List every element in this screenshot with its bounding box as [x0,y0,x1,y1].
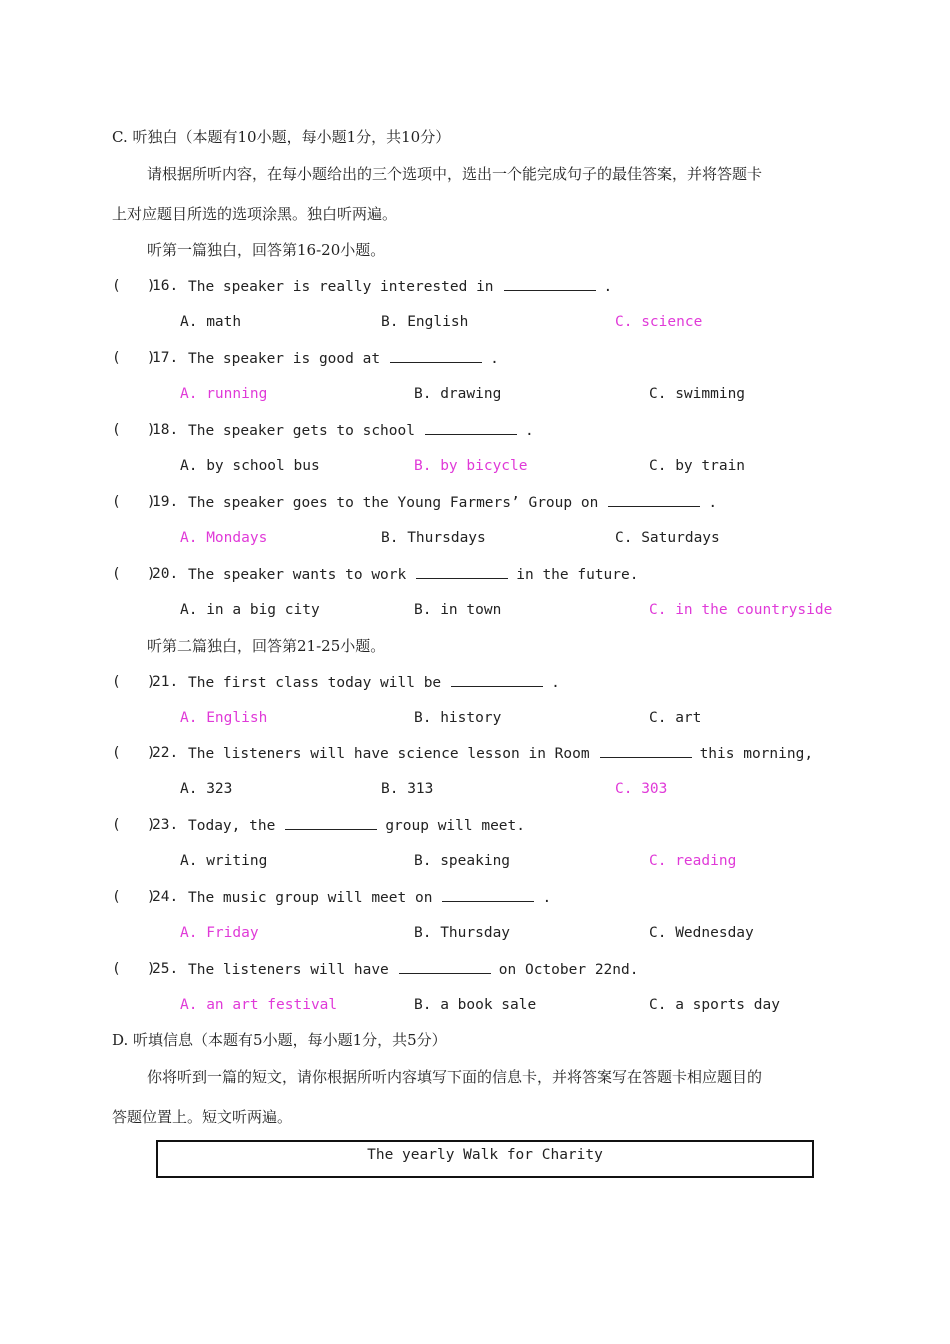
question-text: The speaker wants to work in the future. [188,564,638,585]
question-number: 23. [152,817,179,833]
question-number: 25. [152,961,179,977]
part2-intro: 听第二篇独白，回答第21-25小题。 [147,637,386,655]
question-text: The speaker gets to school . [188,420,534,441]
option-a-correct[interactable]: A. running [180,386,268,402]
question-number: 16. [152,278,179,294]
option-b[interactable]: B. history [414,710,502,726]
answer-paren[interactable]: ( ) [112,422,156,438]
answer-blank [608,492,700,507]
question-17 [112,348,872,368]
question-16 [112,276,872,296]
option-b[interactable]: B. 313 [381,781,434,797]
question-number: 24. [152,889,179,905]
section-c-instruction-line2: 上对应题目所选的选项涂黑。独白听两遍。 [112,205,398,223]
question-number: 22. [152,745,179,761]
option-c-correct[interactable]: C. science [615,314,703,330]
option-b[interactable]: B. Thursday [414,925,511,941]
info-card [156,1140,814,1178]
option-c[interactable]: C. by train [649,458,746,474]
option-a-correct[interactable]: A. English [180,710,268,726]
option-a-correct[interactable]: A. Friday [180,925,259,941]
question-20 [112,564,872,584]
option-c[interactable]: C. art [649,710,702,726]
section-d-instruction-line2: 答题位置上。短文听两遍。 [112,1108,293,1126]
option-a[interactable]: A. in a big city [180,602,320,618]
answer-paren[interactable]: ( ) [112,745,156,761]
option-a[interactable]: A. 323 [180,781,233,797]
option-b[interactable]: B. speaking [414,853,511,869]
option-b[interactable]: B. in town [414,602,502,618]
section-c-instruction-line1: 请根据所听内容，在每小题给出的三个选项中，选出一个能完成句子的最佳答案，并将答题卡 [147,165,763,183]
option-b-correct[interactable]: B. by bicycle [414,458,528,474]
question-18 [112,420,872,440]
question-number: 17. [152,350,179,366]
answer-blank [504,276,596,291]
question-23 [112,815,872,835]
question-text: The listeners will have science lesson in Room this morning, [188,743,813,764]
question-22 [112,743,872,763]
answer-blank [442,887,534,902]
answer-blank [416,564,508,579]
question-number: 18. [152,422,179,438]
option-c[interactable]: C. Wednesday [649,925,754,941]
answer-paren[interactable]: ( ) [112,278,156,294]
option-c[interactable]: C. a sports day [649,997,780,1013]
option-b[interactable]: B. Thursdays [381,530,486,546]
option-a[interactable]: A. writing [180,853,268,869]
question-text: The music group will meet on . [188,887,551,908]
answer-paren[interactable]: ( ) [112,350,156,366]
option-b[interactable]: B. English [381,314,469,330]
question-text: The speaker is good at . [188,348,499,369]
option-b[interactable]: B. a book sale [414,997,537,1013]
option-b[interactable]: B. drawing [414,386,502,402]
question-number: 20. [152,566,179,582]
section-d-heading: D. 听填信息（本题有5小题，每小题1分，共5分） [112,1031,447,1049]
option-c[interactable]: C. swimming [649,386,746,402]
option-c-correct[interactable]: C. 303 [615,781,668,797]
answer-paren[interactable]: ( ) [112,674,156,690]
info-card-title: The yearly Walk for Charity [367,1147,603,1163]
question-text: The first class today will be . [188,672,560,693]
question-21 [112,672,872,692]
option-c-correct[interactable]: C. in the countryside [649,602,833,618]
question-text: The speaker goes to the Young Farmers’ Group on . [188,492,717,513]
answer-paren[interactable]: ( ) [112,817,156,833]
question-24 [112,887,872,907]
option-a[interactable]: A. math [180,314,242,330]
question-text: Today, the group will meet. [188,815,525,836]
answer-paren[interactable]: ( ) [112,566,156,582]
answer-blank [390,348,482,363]
answer-paren[interactable]: ( ) [112,961,156,977]
question-text: The listeners will have on October 22nd. [188,959,638,980]
section-c-heading: C. 听独白（本题有10小题，每小题1分，共10分） [112,128,451,146]
option-c-correct[interactable]: C. reading [649,853,737,869]
answer-blank [451,672,543,687]
question-19 [112,492,872,512]
option-a-correct[interactable]: A. an art festival [180,997,338,1013]
question-number: 19. [152,494,179,510]
answer-blank [285,815,377,830]
part1-intro: 听第一篇独白，回答第16-20小题。 [147,241,386,259]
option-c[interactable]: C. Saturdays [615,530,720,546]
answer-blank [600,743,692,758]
answer-paren[interactable]: ( ) [112,494,156,510]
option-a-correct[interactable]: A. Mondays [180,530,268,546]
question-number: 21. [152,674,179,690]
answer-blank [425,420,517,435]
section-d-instruction-line1: 你将听到一篇的短文，请你根据所听内容填写下面的信息卡，并将答案写在答题卡相应题目的 [147,1068,763,1086]
question-25 [112,959,872,979]
answer-blank [399,959,491,974]
question-text: The speaker is really interested in . [188,276,612,297]
option-a[interactable]: A. by school bus [180,458,320,474]
answer-paren[interactable]: ( ) [112,889,156,905]
